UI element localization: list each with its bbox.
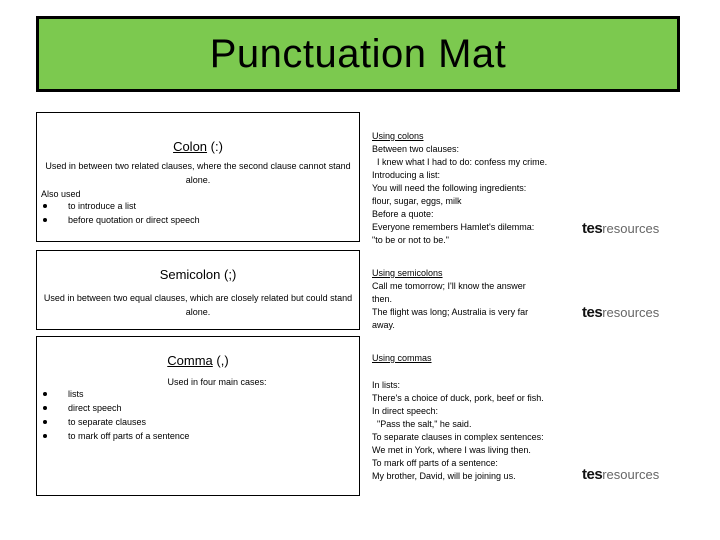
example-line: Call me tomorrow; I'll know the answer [372,281,526,291]
example-line: We met in York, where I was living then. [372,445,531,455]
colon-also-used-label: Also used [41,189,81,199]
comma-bullet-list [41,387,355,443]
comma-description: Used in four main cases: [167,377,267,387]
list-item: to separate clauses [41,415,355,429]
example-line: flour, sugar, eggs, milk [372,196,462,206]
semicolon-description: Used in between two equal clauses, which are closely related but could stand alone. [43,293,353,317]
list-item: before quotation or direct speech [41,213,355,227]
example-line: You will need the following ingredients: [372,183,527,193]
comma-heading-mark: (,) [216,353,229,368]
comma-examples [372,352,572,483]
colon-panel [36,112,360,242]
list-item: lists [41,387,355,401]
page-title: Punctuation Mat [209,31,507,76]
list-item: to introduce a list [41,199,355,213]
example-line: "Pass the salt," he said. [372,419,472,429]
example-line: away. [372,320,395,330]
comma-panel [36,336,360,496]
colon-heading-word: Colon [173,139,208,154]
example-line: Introducing a list: [372,170,441,180]
colon-description: Used in between two related clauses, where the second clause cannot stand alone. [45,161,351,185]
logo-brand: tes [582,220,603,237]
tes-resources-logo [582,222,659,236]
tes-resources-logo [582,468,659,482]
logo-suffix: resources [602,467,660,482]
logo-suffix: resources [602,221,660,236]
example-line: "to be or not to be." [372,235,449,245]
semicolon-examples [372,267,572,332]
example-line: My brother, David, will be joining us. [372,471,516,481]
example-line: To mark off parts of a sentence: [372,458,498,468]
colon-heading-mark: (:) [210,139,223,154]
title-banner [36,16,680,92]
list-item: direct speech [41,401,355,415]
example-line: Between two clauses: [372,144,460,154]
colon-examples-heading: Using colons [372,131,424,141]
example-line: then. [372,294,393,304]
semicolon-examples-heading: Using semicolons [372,268,443,278]
example-line: There's a choice of duck, pork, beef or fish. [372,393,544,403]
example-line: Before a quote: [372,209,434,219]
semicolon-panel [36,250,360,330]
list-item: to mark off parts of a sentence [41,429,355,443]
colon-bullet-list [41,199,355,227]
example-line: In lists: [372,380,401,390]
colon-heading [37,141,359,153]
logo-brand: tes [582,304,603,321]
logo-suffix: resources [602,305,660,320]
logo-brand: tes [582,466,603,483]
example-line: I knew what I had to do: confess my crime. [372,157,548,167]
comma-heading [37,355,359,367]
example-line: Everyone remembers Hamlet's dilemma: [372,222,535,232]
colon-examples [372,130,572,247]
semicolon-heading [37,269,359,281]
example-line: In direct speech: [372,406,439,416]
semicolon-heading-mark: (;) [224,267,237,282]
example-line: The flight was long; Australia is very far [372,307,529,317]
comma-heading-word: Comma [167,353,213,368]
comma-examples-heading: Using commas [372,353,432,363]
tes-resources-logo [582,306,659,320]
semicolon-heading-word: Semicolon [159,267,221,282]
example-line: To separate clauses in complex sentences: [372,432,544,442]
